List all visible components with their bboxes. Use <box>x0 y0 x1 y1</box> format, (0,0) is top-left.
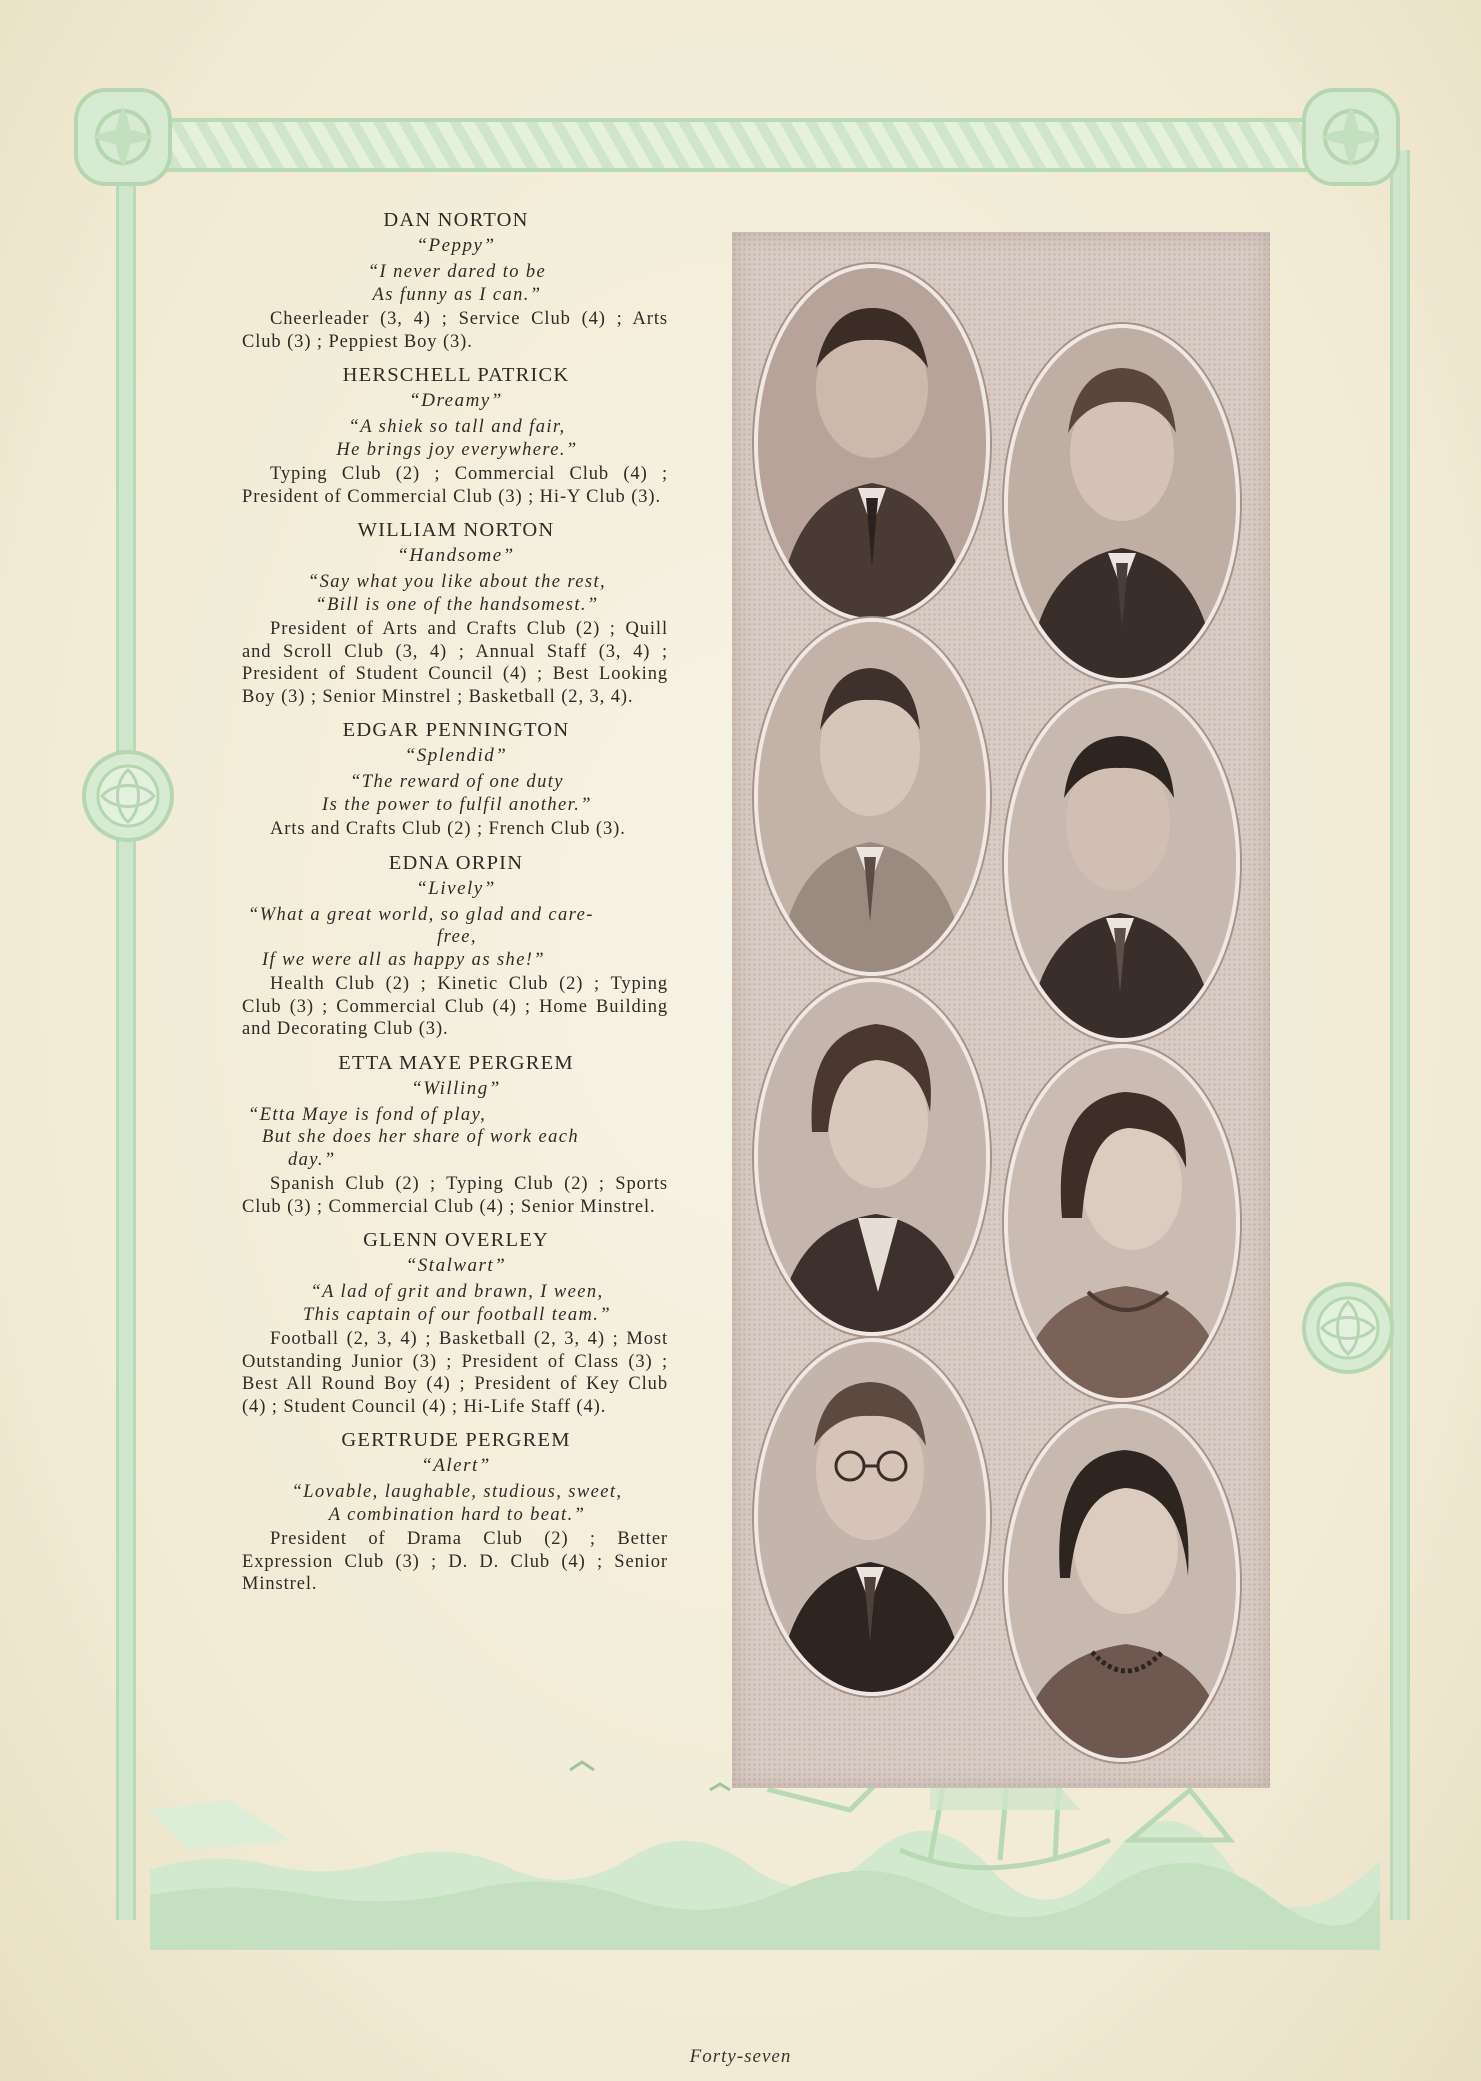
quote-line: “A lad of grit and brawn, I ween, <box>310 1282 604 1302</box>
corner-ornament-icon <box>1296 82 1406 192</box>
student-activities: Arts and Crafts Club (2) ; French Club (3). <box>270 819 626 839</box>
senior-biographies-column <box>236 208 676 1606</box>
student-name: EDGAR PENNINGTON <box>342 719 570 741</box>
student-quote <box>236 1104 676 1172</box>
quote-line: “What a great world, so glad and care- <box>248 904 594 925</box>
student-name: EDNA ORPIN <box>388 851 524 874</box>
quote-line: day.” <box>288 1149 336 1170</box>
celtic-medallion-icon <box>1300 1280 1396 1376</box>
student-nickname: “Lively” <box>416 877 496 899</box>
quote-line: If we were all as happy as she!” <box>262 949 546 970</box>
female-portrait-icon <box>1008 1048 1236 1398</box>
quote-line: free, <box>437 927 477 947</box>
student-entry <box>236 1051 676 1219</box>
student-name: HERSCHELL PATRICK <box>342 364 570 386</box>
student-activities: Cheerleader (3, 4) ; Service Club (4) ; Arts Club (3) ; Peppiest Boy (3). <box>242 309 668 352</box>
student-name: GERTRUDE PERGREM <box>341 1429 571 1451</box>
portrait-edna-orpin <box>754 978 990 1336</box>
student-nickname: “Dreamy” <box>409 390 503 411</box>
quote-line: A combination hard to beat.” <box>328 1504 586 1525</box>
student-name: DAN NORTON <box>383 209 529 231</box>
student-nickname: “Alert” <box>421 1455 491 1476</box>
quote-line: “I never dared to be <box>367 262 547 282</box>
student-nickname: “Splendid” <box>404 745 508 766</box>
quote-line: Is the power to fulfil another.” <box>322 794 592 815</box>
student-entry <box>236 363 676 508</box>
senior-portraits-panel <box>732 232 1270 1788</box>
corner-ornament-icon <box>68 82 178 192</box>
ornamental-border-left <box>116 150 136 1920</box>
ornamental-border-right <box>1390 150 1410 1920</box>
student-nickname: “Willing” <box>411 1077 501 1099</box>
student-entry <box>236 518 676 708</box>
student-activities: Health Club (2) ; Kinetic Club (2) ; Typing Club (3) ; Commercial Club (4) ; Home Building and Decorating Club (3). <box>242 974 668 1039</box>
student-quote <box>236 771 676 816</box>
portrait-herschell-patrick <box>1004 324 1240 682</box>
student-entry <box>236 1228 676 1418</box>
student-quote <box>236 1481 676 1526</box>
student-activities: President of Drama Club (2) ; Better Expression Club (3) ; D. D. Club (4) ; Senior Minstrel. <box>242 1529 668 1594</box>
portrait-edgar-pennington <box>1004 684 1240 1042</box>
student-entry <box>236 1428 676 1596</box>
male-portrait-icon <box>1008 328 1236 678</box>
female-portrait-icon <box>758 982 986 1332</box>
quote-line: “The reward of one duty <box>350 772 564 792</box>
portrait-william-norton <box>754 618 990 976</box>
portrait-dan-norton <box>754 264 990 622</box>
student-quote <box>236 1281 676 1326</box>
student-entry <box>236 718 676 841</box>
portrait-gertrude-pergrem <box>1004 1404 1240 1762</box>
student-quote <box>236 571 676 616</box>
quote-line: “Etta Maye is fond of play, <box>248 1104 487 1125</box>
quote-line: “Lovable, laughable, studious, sweet, <box>291 1482 623 1502</box>
page-number: Forty-seven <box>689 2046 792 2067</box>
ornamental-border-top <box>120 118 1350 172</box>
quote-line: He brings joy everywhere.” <box>336 439 578 460</box>
male-portrait-icon <box>1008 688 1236 1038</box>
student-activities: Typing Club (2) ; Commercial Club (4) ; President of Commercial Club (3) ; Hi-Y Club (3). <box>242 464 668 507</box>
student-name: ETTA MAYE PERGREM <box>338 1051 574 1074</box>
student-quote <box>236 416 676 461</box>
quote-line: As funny as I can.” <box>372 284 542 305</box>
male-portrait-icon <box>758 1342 986 1692</box>
quote-line: “A shiek so tall and fair, <box>348 417 566 437</box>
portrait-glenn-overley <box>754 1338 990 1696</box>
quote-line: “Bill is one of the handsomest.” <box>315 594 599 615</box>
quote-line: But she does her share of work each <box>262 1127 580 1147</box>
male-portrait-icon <box>758 622 986 972</box>
student-entry <box>236 851 676 1041</box>
male-portrait-icon <box>758 268 986 618</box>
student-quote <box>236 261 676 306</box>
quote-line: This captain of our football team.” <box>302 1304 612 1325</box>
student-nickname: “Handsome” <box>397 545 515 566</box>
student-activities: Football (2, 3, 4) ; Basketball (2, 3, 4) ; Most Outstanding Junior (3) ; President of Class (3) ; Best All Round Boy (4) ; President of Key Club (4) ; Student Council (4) ; Hi-Life Staff (4). <box>242 1329 668 1417</box>
student-nickname: “Stalwart” <box>405 1255 507 1276</box>
student-entry <box>236 208 676 353</box>
portrait-etta-maye-pergrem <box>1004 1044 1240 1402</box>
student-nickname: “Peppy” <box>416 235 496 256</box>
student-activities: President of Arts and Crafts Club (2) ; Quill and Scroll Club (3, 4) ; Annual Staff (3, 4) ; President of Student Council (4) ; Best Looking Boy (3) ; Senior Minstrel ; Basketball (2, 3, 4). <box>242 619 668 707</box>
student-activities: Spanish Club (2) ; Typing Club (2) ; Sports Club (3) ; Commercial Club (4) ; Senior Minstrel. <box>242 1174 668 1217</box>
celtic-medallion-icon <box>80 748 176 844</box>
quote-line: “Say what you like about the rest, <box>307 572 607 592</box>
female-portrait-icon <box>1008 1408 1236 1758</box>
student-name: WILLIAM NORTON <box>357 519 555 541</box>
student-quote <box>236 904 676 972</box>
student-name: GLENN OVERLEY <box>363 1229 549 1251</box>
